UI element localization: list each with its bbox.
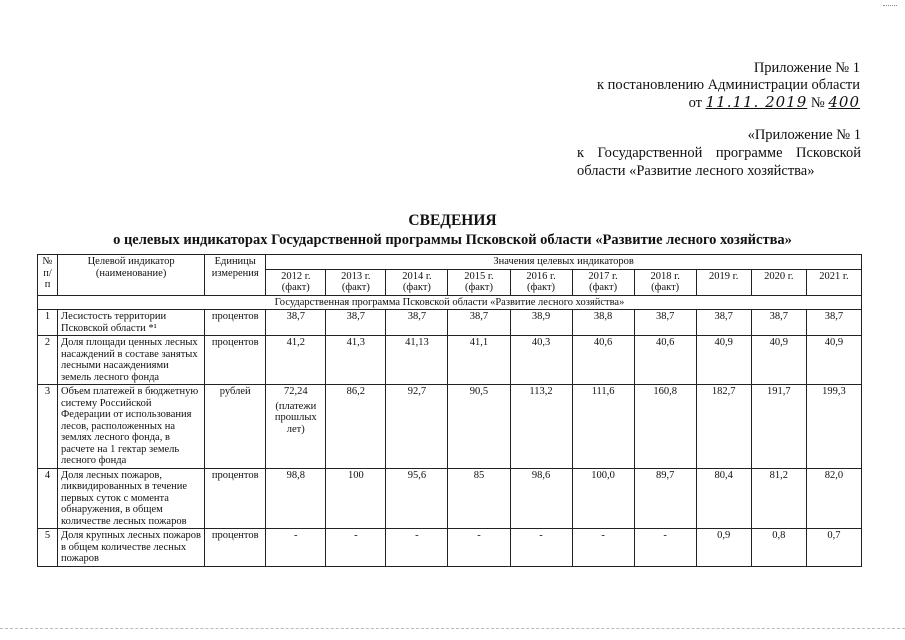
- indicator-name: Доля крупных лесных пожаров в общем количестве лесных пожаров: [58, 529, 205, 567]
- indicator-name: Лесистость территории Псковской области *¹: [58, 310, 205, 336]
- page-bottom-edge: [0, 628, 905, 631]
- document-subtitle: о целевых индикаторах Государственной программы Псковской области «Развитие лесного хозяйства»: [113, 232, 792, 248]
- header-row-1: [38, 255, 862, 270]
- value-cell: 100,0: [572, 468, 634, 529]
- from-label: от: [688, 95, 702, 111]
- value-cell: 38,7: [266, 310, 326, 336]
- value-cell: 40,9: [751, 336, 806, 385]
- indicator-name: Доля лесных пожаров, ликвидированных в течение первых суток с момента обнаружения, в общем количестве лесных пожаров: [58, 468, 205, 529]
- table-row: [38, 385, 862, 469]
- appendix2-line2: к Государственной программе Псковской области «Развитие лесного хозяйства»: [577, 145, 861, 179]
- value-cell: 191,7: [751, 385, 806, 469]
- appendix2-line1: «Приложение № 1: [747, 127, 861, 143]
- value-cell: -: [386, 529, 448, 567]
- value-cell: 38,7: [448, 310, 510, 336]
- year-header: 2021 г.: [806, 269, 861, 295]
- indicator-name: Объем платежей в бюджетную систему Российской Федерации от использования лесов, расположенных на землях лесного фонда, в расчете на 1 гектар земель лесного фонда: [58, 385, 205, 469]
- year-header: 2016 г. (факт): [510, 269, 572, 295]
- value-cell: 90,5: [448, 385, 510, 469]
- value-cell: 81,2: [751, 468, 806, 529]
- year-header: 2020 г.: [751, 269, 806, 295]
- unit-cell: процентов: [205, 529, 266, 567]
- table-row: [38, 468, 862, 529]
- value-cell: 92,7: [386, 385, 448, 469]
- value-cell: -: [266, 529, 326, 567]
- indicator-name: Доля площади ценных лесных насаждений в составе занятых лесными насаждениями земель лесного фонда: [58, 336, 205, 385]
- value-cell: 98,8: [266, 468, 326, 529]
- value-cell: -: [510, 529, 572, 567]
- unit-cell: рублей: [205, 385, 266, 469]
- header-num: № п/п: [38, 255, 58, 296]
- value-cell: 98,6: [510, 468, 572, 529]
- value-cell: 80,4: [696, 468, 751, 529]
- header-indicator: Целевой индикатор (наименование): [58, 255, 205, 296]
- table-row: [38, 529, 862, 567]
- appendix-block: [560, 60, 860, 112]
- value-cell: 38,7: [806, 310, 861, 336]
- value-cell: -: [634, 529, 696, 567]
- value-cell: 41,2: [266, 336, 326, 385]
- handwritten-date: 11.11. 2019: [705, 93, 808, 111]
- table-row: [38, 310, 862, 336]
- value-cell: 38,7: [634, 310, 696, 336]
- year-header: 2015 г. (факт): [448, 269, 510, 295]
- value-cell: 40,6: [572, 336, 634, 385]
- program-name: Государственная программа Псковской области «Развитие лесного хозяйства»: [38, 295, 862, 310]
- value-cell: 41,3: [326, 336, 386, 385]
- program-row: [38, 295, 862, 310]
- value-cell: 89,7: [634, 468, 696, 529]
- year-header: 2017 г. (факт): [572, 269, 634, 295]
- value-cell: 86,2: [326, 385, 386, 469]
- year-header: 2018 г. (факт): [634, 269, 696, 295]
- value-cell: 38,7: [326, 310, 386, 336]
- value-cell: 0,8: [751, 529, 806, 567]
- corner-mark: [883, 5, 897, 9]
- document-title: СВЕДЕНИЯ: [408, 212, 497, 229]
- value-cell: 111,6: [572, 385, 634, 469]
- value-cell: 85: [448, 468, 510, 529]
- appendix-date-line: [560, 94, 860, 112]
- unit-cell: процентов: [205, 336, 266, 385]
- year-header: 2019 г.: [696, 269, 751, 295]
- value-cell: 38,7: [386, 310, 448, 336]
- value-cell: 199,3: [806, 385, 861, 469]
- header-unit: Единицы измерения: [205, 255, 266, 296]
- value-cell: 40,9: [696, 336, 751, 385]
- value-cell: 100: [326, 468, 386, 529]
- value-cell: 95,6: [386, 468, 448, 529]
- value-cell: [266, 385, 326, 469]
- header-values: Значения целевых индикаторов: [266, 255, 862, 270]
- year-header: 2013 г. (факт): [326, 269, 386, 295]
- row-number: 5: [38, 529, 58, 567]
- indicators-table: [37, 254, 862, 567]
- number-label: №: [810, 95, 825, 111]
- appendix-line2: к постановлению Администрации области: [596, 77, 860, 93]
- value-cell: 0,7: [806, 529, 861, 567]
- row-number: 1: [38, 310, 58, 336]
- value-cell: 38,7: [696, 310, 751, 336]
- value-cell: 160,8: [634, 385, 696, 469]
- value-cell: -: [326, 529, 386, 567]
- value-cell: 0,9: [696, 529, 751, 567]
- value-cell: 113,2: [510, 385, 572, 469]
- value-cell: 82,0: [806, 468, 861, 529]
- value-cell: 40,9: [806, 336, 861, 385]
- value-cell: 182,7: [696, 385, 751, 469]
- year-header: 2012 г. (факт): [266, 269, 326, 295]
- unit-cell: процентов: [205, 310, 266, 336]
- unit-cell: процентов: [205, 468, 266, 529]
- value-cell: 41,13: [386, 336, 448, 385]
- year-header: 2014 г. (факт): [386, 269, 448, 295]
- row-number: 3: [38, 385, 58, 469]
- value-cell: -: [572, 529, 634, 567]
- value-note: (платежи прошлых лет): [274, 400, 317, 435]
- value-cell: 40,3: [510, 336, 572, 385]
- value-cell: -: [448, 529, 510, 567]
- value-text: 72,24: [283, 386, 308, 397]
- value-cell: 40,6: [634, 336, 696, 385]
- appendix-line1: Приложение № 1: [753, 60, 860, 76]
- row-number: 4: [38, 468, 58, 529]
- value-cell: 38,9: [510, 310, 572, 336]
- row-number: 2: [38, 336, 58, 385]
- value-cell: 41,1: [448, 336, 510, 385]
- handwritten-number: 400: [828, 93, 860, 111]
- value-cell: 38,8: [572, 310, 634, 336]
- value-cell: 38,7: [751, 310, 806, 336]
- table-row: [38, 336, 862, 385]
- appendix2-block: [577, 126, 861, 180]
